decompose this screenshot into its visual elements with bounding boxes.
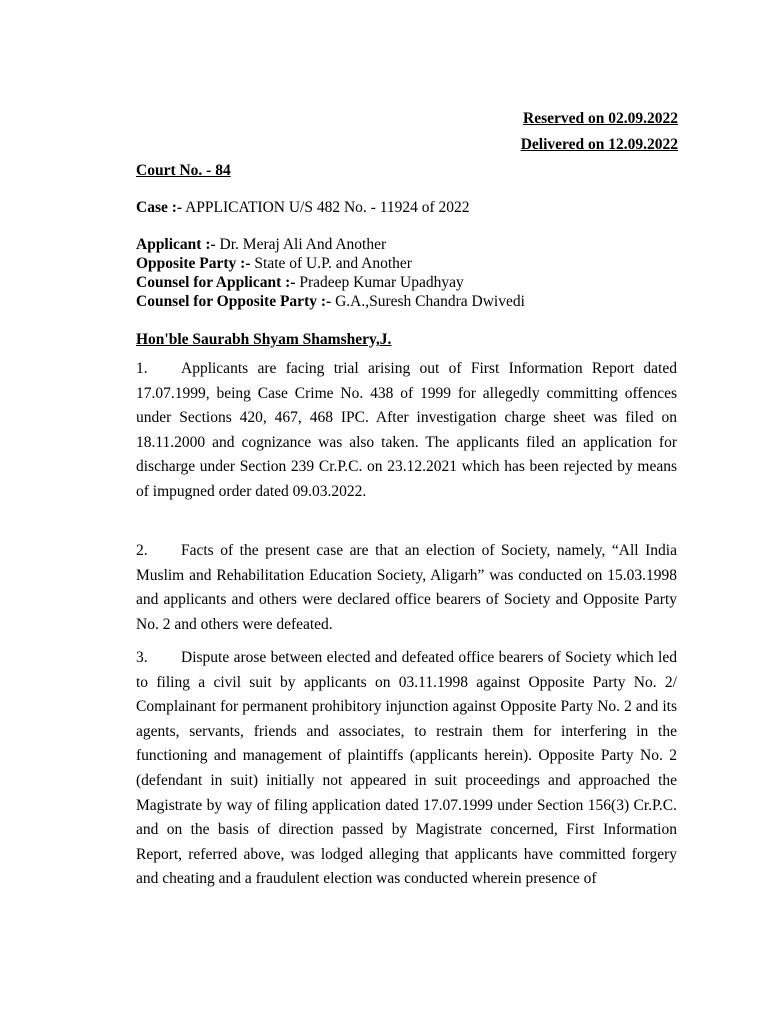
paragraph-number: 3.: [136, 649, 148, 666]
applicant-line: [136, 236, 386, 254]
counsel-opposite-line: [136, 293, 525, 311]
case-value: APPLICATION U/S 482 No. - 11924 of 2022: [182, 199, 470, 216]
paragraph-text: Applicants are facing trial arising out of First Information Report dated 17.07.1999, being Case Crime No. 438 of 1999 for allegedly committing offences under Sections 420, 467, 468 IPC. After investigation charge sheet was filed on 18.11.2000 and cognizance was also taken. The applicants filed an application for discharge under Section 239 Cr.P.C. on 23.12.2021 which has been rejected by means of impugned order dated 09.03.2022.: [136, 360, 677, 500]
paragraph-number: 2.: [136, 542, 148, 559]
case-label: Case :-: [136, 199, 183, 216]
reserved-date: Reserved on 02.09.2022: [523, 110, 678, 127]
court-number: Court No. - 84: [136, 162, 231, 179]
applicant-value: Dr. Meraj Ali And Another: [215, 236, 387, 253]
opposite-party-label: Opposite Party :-: [136, 255, 251, 272]
counsel-applicant-line: [136, 274, 464, 292]
opposite-party-line: [136, 255, 412, 273]
paragraph-text: Facts of the present case are that an election of Society, namely, “All India Muslim and Rehabilitation Education Society, Aligarh” was conducted on 15.03.1998 and applicants and others were declared office bearers of Society and Opposite Party No. 2 and others were defeated.: [136, 542, 677, 633]
counsel-opposite-label: Counsel for Opposite Party :-: [136, 293, 332, 310]
paragraph-number: 1.: [136, 360, 148, 377]
paragraph-2: [136, 539, 677, 637]
judge-name: Hon'ble Saurabh Shyam Shamshery,J.: [136, 331, 392, 348]
delivered-date: Delivered on 12.09.2022: [520, 136, 678, 153]
opposite-party-value: State of U.P. and Another: [250, 255, 412, 272]
case-line: [136, 199, 470, 217]
paragraph-3: [136, 646, 677, 892]
paragraph-text: Dispute arose between elected and defeated office bearers of Society which led to filing a civil suit by applicants on 03.11.1998 against Opposite Party No. 2/ Complainant for permanent prohibitory injunction against Opposite Party No. 2 and its agents, servants, friends and associates, to restrain them for interfering in the functioning and management of plaintiffs (applicants herein). Opposite Party No. 2 (defendant in suit) initially not appeared in suit proceedings and approached the Magistrate by way of filing application dated 17.07.1999 under Section 156(3) Cr.P.C. and on the basis of direction passed by Magistrate concerned, First Information Report, referred above, was lodged alleging that applicants have committed forgery and cheating and a fraudulent election was conducted wherein presence of: [136, 649, 677, 888]
applicant-label: Applicant :-: [136, 236, 216, 253]
counsel-applicant-value: Pradeep Kumar Upadhyay: [295, 274, 464, 291]
paragraph-1: [136, 357, 677, 505]
counsel-applicant-label: Counsel for Applicant :-: [136, 274, 296, 291]
counsel-opposite-value: G.A.,Suresh Chandra Dwivedi: [331, 293, 525, 310]
